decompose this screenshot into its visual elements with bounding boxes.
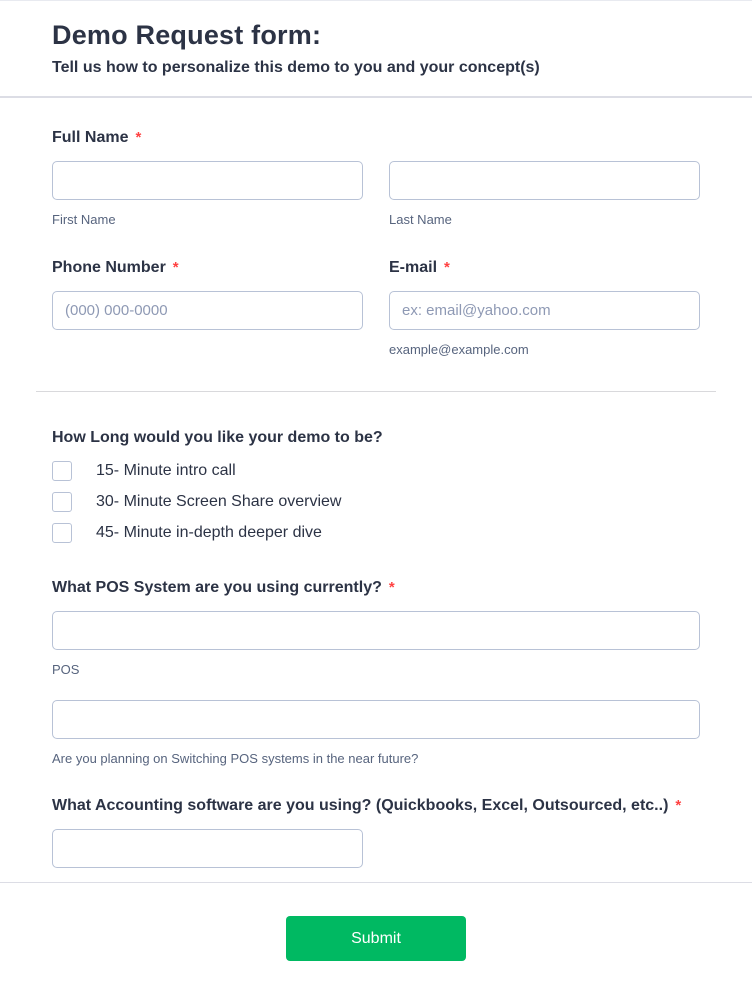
phone-email-row (52, 258, 700, 357)
phone-input[interactable] (52, 291, 363, 330)
first-name-col (52, 161, 363, 227)
required-asterisk: * (388, 579, 395, 596)
demo-length-option-30[interactable] (52, 492, 700, 512)
required-asterisk: * (172, 259, 179, 276)
last-name-sublabel: Last Name (389, 212, 452, 227)
email-input[interactable] (389, 291, 700, 330)
checkbox-label[interactable]: 15- Minute intro call (96, 462, 236, 479)
accounting-input[interactable] (52, 829, 363, 868)
accounting-question-text: What Accounting software are you using? (Quickbooks, Excel, Outsourced, etc..) (52, 797, 669, 814)
pos-question-text: What POS System are you using currently? (52, 579, 382, 596)
phone-label (52, 258, 363, 278)
checkbox-15-minute[interactable] (52, 461, 72, 481)
form-body (0, 98, 752, 868)
required-asterisk: * (444, 259, 450, 276)
checkbox-label[interactable]: 30- Minute Screen Share overview (96, 493, 342, 510)
pos-question-label (52, 578, 700, 598)
demo-length-options (52, 461, 700, 543)
full-name-label-text: Full Name (52, 129, 129, 146)
first-name-sublabel: First Name (52, 212, 116, 227)
email-label-text: E-mail (389, 259, 438, 276)
phone-col (52, 258, 363, 357)
demo-length-option-45[interactable] (52, 523, 700, 543)
full-name-row (52, 161, 700, 227)
accounting-spacer (389, 829, 700, 868)
page-subtitle: Tell us how to personalize this demo to you and your concept(s) (52, 59, 540, 76)
last-name-input[interactable] (389, 161, 700, 200)
pos-sublabel: POS (52, 662, 80, 677)
email-label (389, 258, 700, 278)
full-name-label (52, 128, 700, 148)
pos-switch-sublabel: Are you planning on Switching POS systems in the near future? (52, 751, 419, 766)
accounting-question-label (52, 796, 700, 816)
checkbox-45-minute[interactable] (52, 523, 72, 543)
page-title: Demo Request form: (52, 20, 322, 50)
first-name-input[interactable] (52, 161, 363, 200)
demo-length-question: How Long would you like your demo to be? (52, 429, 383, 446)
section-divider (36, 391, 716, 392)
pos-input[interactable] (52, 611, 700, 650)
footer-divider (0, 882, 752, 883)
required-asterisk: * (675, 797, 682, 814)
submit-button[interactable]: Submit (286, 916, 466, 961)
accounting-col (52, 829, 363, 868)
phone-label-text: Phone Number (52, 259, 166, 276)
required-asterisk: * (135, 129, 142, 146)
email-sublabel: example@example.com (389, 342, 529, 357)
email-col (389, 258, 700, 357)
form-header (0, 1, 752, 98)
checkbox-30-minute[interactable] (52, 492, 72, 512)
checkbox-label[interactable]: 45- Minute in-depth deeper dive (96, 524, 322, 541)
accounting-row (52, 829, 700, 868)
last-name-col (389, 161, 700, 227)
submit-row (0, 916, 752, 989)
demo-length-option-15[interactable] (52, 461, 700, 481)
pos-switch-input[interactable] (52, 700, 700, 739)
